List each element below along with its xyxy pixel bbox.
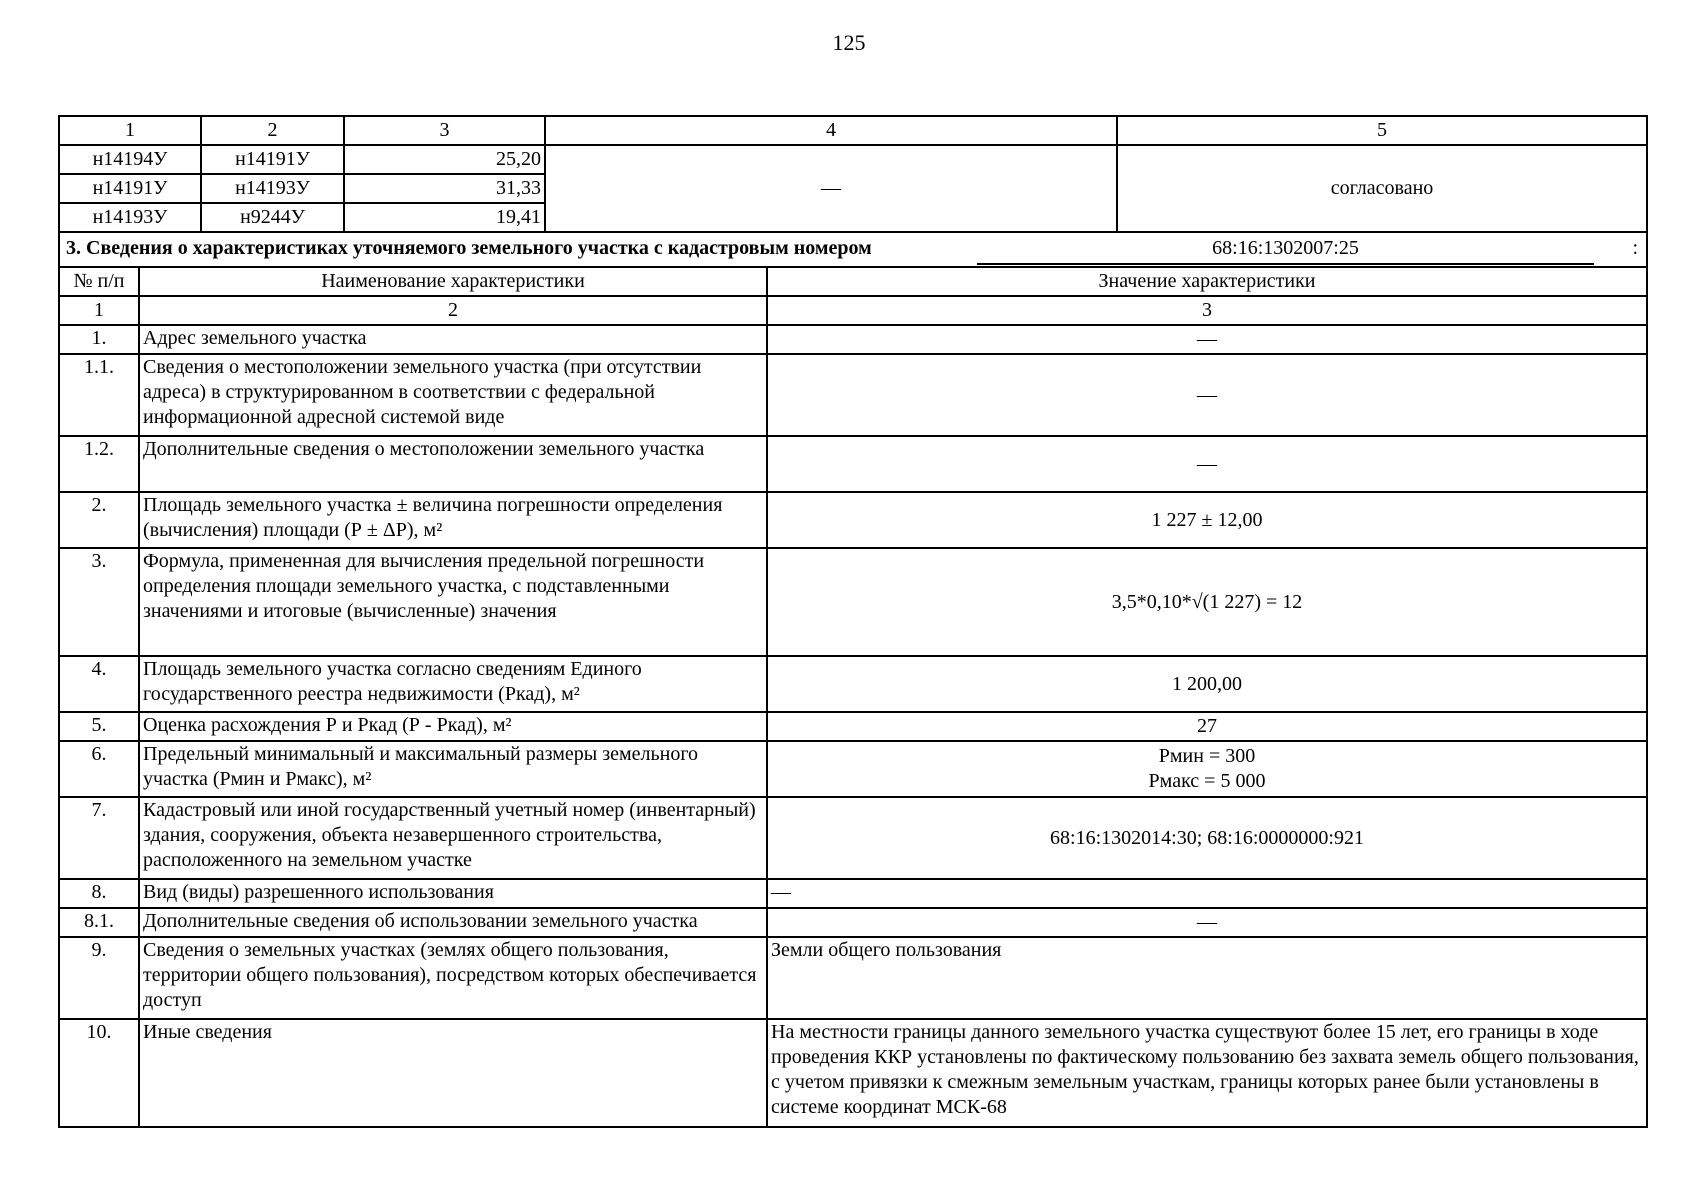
section-title-row (59, 232, 1647, 267)
row-value: 68:16:1302014:30; 68:16:0000000:921 (767, 797, 1647, 879)
row-name: Дополнительные сведения об использовании земельного участка (139, 908, 767, 937)
row-number: 6. (59, 741, 139, 797)
row-value: — (767, 436, 1647, 492)
row-number: 4. (59, 656, 139, 712)
row-value: Земли общего пользования (767, 937, 1647, 1019)
table-row (59, 741, 1647, 797)
table-row (59, 656, 1647, 712)
row-value: 3,5*0,10*√(1 227) = 12 (767, 548, 1647, 656)
row-value: — (767, 908, 1647, 937)
row-value: — (767, 879, 1647, 908)
col-header-5: 5 (1117, 116, 1647, 145)
row-number: 1.1. (59, 354, 139, 436)
table-row (59, 436, 1647, 492)
area-min: Рмин = 300 (1158, 745, 1256, 767)
row-value: На местности границы данного земельного участка существуют более 15 лет, его границы в ходе проведения ККР установлены по фактическому пользованию без захвата земель общего пользования, с учетом привязки к смежным земельным участкам, границы которых ранее были установлены в системе координат МСК-68 (767, 1019, 1647, 1127)
distance: 19,41 (344, 203, 545, 232)
table-row (59, 712, 1647, 741)
section-title: 3. Сведения о характеристиках уточняемого земельного участка с кадастровым номером (66, 237, 872, 259)
page-number: 125 (832, 30, 866, 55)
row-name: Иные сведения (139, 1019, 767, 1127)
row-number: 5. (59, 712, 139, 741)
header-value: Значение характеристики (767, 267, 1647, 296)
point-to: н9244У (201, 203, 344, 232)
row-number: 1.2. (59, 436, 139, 492)
row-number: 8. (59, 879, 139, 908)
row-name: Площадь земельного участка ± величина погрешности определения (вычисления) площади (Р ± ΔР), м² (139, 492, 767, 548)
row-name: Вид (виды) разрешенного использования (139, 879, 767, 908)
row-name: Формула, примененная для вычисления предельной погрешности определения площади земельного участка, с подставленными значениями и итоговые (вычисленные) значения (139, 548, 767, 656)
row-number: 8.1. (59, 908, 139, 937)
row-value: — (767, 354, 1647, 436)
table-row (59, 325, 1647, 354)
row-value: — (767, 325, 1647, 354)
table-row (59, 797, 1647, 879)
row-name: Дополнительные сведения о местоположении земельного участка (139, 436, 767, 492)
row-value: 1 200,00 (767, 656, 1647, 712)
row-name: Сведения о земельных участках (землях общего пользования, территории общего пользования), посредством которых обеспечивается доступ (139, 937, 767, 1019)
row-number: 2. (59, 492, 139, 548)
col-number-1: 1 (59, 296, 139, 325)
row-name: Предельный минимальный и максимальный размеры земельного участка (Рмин и Рмакс), м² (139, 741, 767, 797)
boundary-points-table (58, 115, 1648, 268)
row-name: Сведения о местоположении земельного участка (при отсутствии адреса) в структурированном в соответствии с федеральной информационной адресной системой виде (139, 354, 767, 436)
point-to: н14193У (201, 174, 344, 203)
row-name: Оценка расхождения Р и Ркад (Р - Ркад), м² (139, 712, 767, 741)
row-value: 27 (767, 712, 1647, 741)
title-colon: : (1632, 237, 1638, 259)
distance: 25,20 (344, 145, 545, 174)
table-row (59, 548, 1647, 656)
agreement-status: согласовано (1117, 145, 1647, 232)
row-number: 10. (59, 1019, 139, 1127)
row-name: Кадастровый или иной государственный учетный номер (инвентарный) здания, сооружения, объекта незавершенного строительства, расположенного на земельном участке (139, 797, 767, 879)
table-row (59, 145, 1647, 174)
point-from: н14191У (59, 174, 201, 203)
row-number: 9. (59, 937, 139, 1019)
col-number-2: 2 (139, 296, 767, 325)
col-header-2: 2 (201, 116, 344, 145)
row-name: Площадь земельного участка согласно сведениям Единого государственного реестра недвижимости (Ркад), м² (139, 656, 767, 712)
col4-value: — (545, 145, 1117, 232)
table-row (59, 354, 1647, 436)
area-max: Рмакс = 5 000 (1148, 770, 1266, 792)
row-number: 3. (59, 548, 139, 656)
row-value: 1 227 ± 12,00 (767, 492, 1647, 548)
col-number-3: 3 (767, 296, 1647, 325)
point-from: н14194У (59, 145, 201, 174)
point-to: н14191У (201, 145, 344, 174)
table-header-row (59, 267, 1647, 296)
characteristics-table (58, 266, 1648, 1128)
row-value (767, 741, 1647, 797)
row-number: 1. (59, 325, 139, 354)
distance: 31,33 (344, 174, 545, 203)
col-header-3: 3 (344, 116, 545, 145)
table-row (59, 1019, 1647, 1127)
cadastral-number: 68:16:1302007:25 (977, 233, 1594, 265)
row-number: 7. (59, 797, 139, 879)
table-row (59, 492, 1647, 548)
table-row (59, 879, 1647, 908)
point-from: н14193У (59, 203, 201, 232)
header-name: Наименование характеристики (139, 267, 767, 296)
table-row (59, 908, 1647, 937)
header-number: № п/п (59, 267, 139, 296)
column-numbers-row (59, 296, 1647, 325)
col-header-1: 1 (59, 116, 201, 145)
table-row (59, 937, 1647, 1019)
table-header-row (59, 116, 1647, 145)
col-header-4: 4 (545, 116, 1117, 145)
row-name: Адрес земельного участка (139, 325, 767, 354)
